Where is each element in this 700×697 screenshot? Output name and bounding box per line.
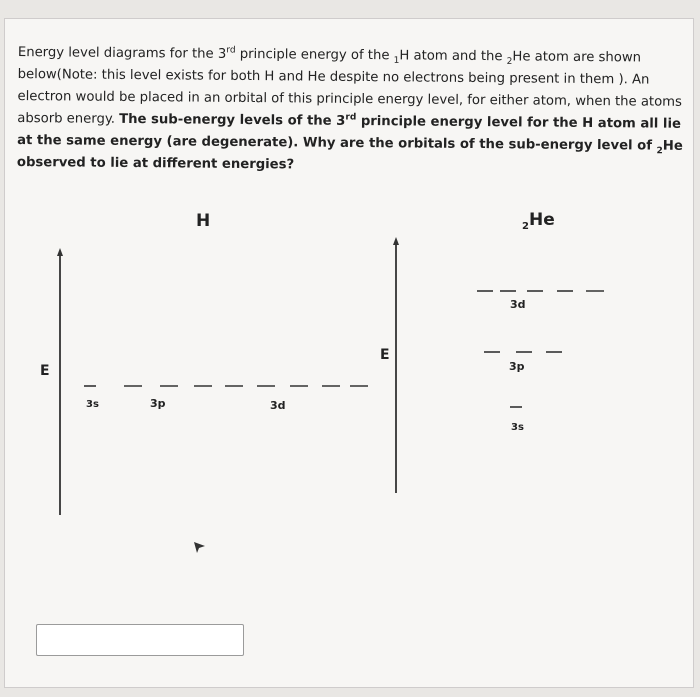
he-title-subscript: 2 bbox=[522, 221, 529, 232]
he-title: He bbox=[529, 210, 555, 230]
answer-input[interactable] bbox=[36, 624, 244, 656]
he-diagram bbox=[380, 210, 604, 493]
he-3s-label: 3s bbox=[511, 422, 524, 433]
question-text: Energy level diagrams for the 3rd principle energy of the $_1$H atom and the $_2$He atom are shown below(Note: this level exists for both H and He despite no electrons being present in them ). An electron would be placed in an orbital of this principle energy level, for either atom, when the atoms absorb energy. The sub-energy levels of the 3rd principle energy level for the H atom all lie at the same energy (are degenerate). Why are the orbitals of the sub-energy level of $_2$He observed to lie at different energies? bbox=[16, 44, 683, 173]
he-3p-label: 3p bbox=[509, 360, 525, 373]
h-axis-arrow-icon bbox=[57, 248, 63, 256]
h-diagram bbox=[40, 211, 368, 515]
h-3s-label: 3s bbox=[86, 399, 99, 410]
he-axis-arrow-icon bbox=[393, 237, 399, 245]
h-3p-label: 3p bbox=[150, 397, 166, 410]
mouse-cursor-icon bbox=[194, 542, 205, 553]
question-emphasis: The sub-energy levels of the 3rd principle energy level for the H atom all lie at the same energy (are degenerate). Why are the orbitals of the sub-energy level of $_2$He observed to lie at different energies? bbox=[16, 111, 683, 173]
h-title: H bbox=[196, 211, 211, 231]
he-3d-label: 3d bbox=[510, 298, 526, 311]
h-3d-label: 3d bbox=[270, 399, 286, 412]
he-axis-label: E bbox=[380, 347, 390, 363]
h-axis-label: E bbox=[40, 363, 50, 379]
